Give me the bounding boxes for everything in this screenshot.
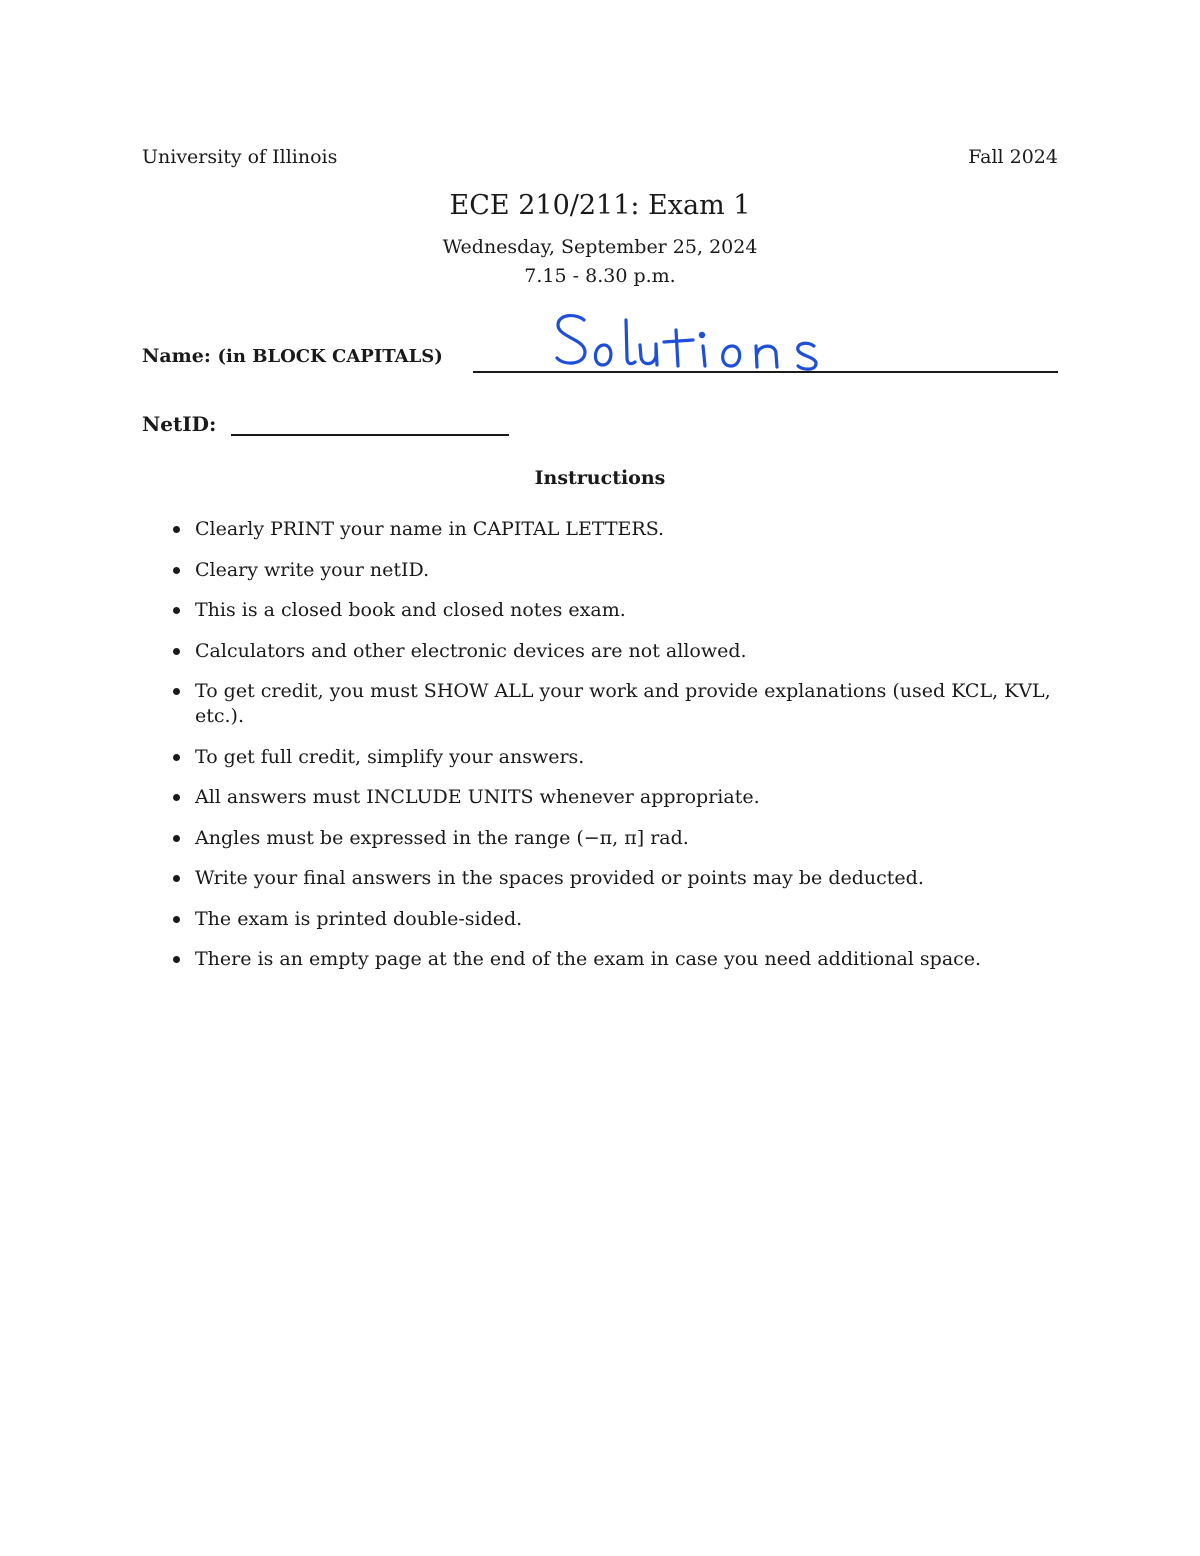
list-item — [172, 745, 1062, 770]
instructions-heading: Instructions — [534, 467, 666, 489]
bullet-icon — [173, 835, 180, 842]
list-item-text: The exam is printed double-sided. — [195, 907, 523, 930]
instructions-list — [172, 517, 1062, 988]
bullet-icon — [173, 648, 180, 655]
list-item-text: Calculators and other electronic devices are not allowed. — [195, 639, 747, 662]
institution-name: University of Illinois — [142, 146, 338, 168]
name-hint: (in BLOCK CAPITALS) — [217, 346, 443, 367]
bullet-icon — [173, 526, 180, 533]
handwriting-stroke-s — [557, 316, 585, 364]
list-item-text: There is an empty page at the end of the exam in case you need additional space. — [195, 948, 982, 970]
list-item — [172, 866, 1062, 891]
list-item-text: Cleary write your netID. — [195, 558, 430, 581]
handwritten-name — [552, 308, 832, 372]
bullet-icon — [173, 754, 180, 761]
list-item — [172, 558, 1062, 583]
handwriting-stroke-l — [626, 320, 635, 364]
netid-label: NetID: — [142, 412, 217, 436]
list-item-text: All answers must INCLUDE UNITS whenever appropriate. — [195, 786, 760, 808]
list-item-text: This is a closed book and closed notes exam. — [195, 599, 626, 621]
list-item — [172, 785, 1062, 810]
bullet-icon — [173, 607, 180, 614]
bullet-icon — [173, 875, 180, 882]
bullet-icon — [173, 794, 180, 801]
list-item — [172, 947, 1062, 972]
bullet-icon — [173, 956, 180, 963]
handwriting-stroke-o2 — [723, 346, 740, 366]
netid-underline[interactable] — [231, 434, 509, 436]
list-item — [172, 639, 1062, 664]
list-item-text: Angles must be expressed in the range (−π, π] rad. — [195, 826, 689, 849]
name-field-label — [142, 345, 443, 367]
handwriting-stroke-t-stem — [676, 330, 678, 366]
handwriting-i-dot — [700, 333, 703, 336]
handwriting-stroke-s2 — [798, 343, 816, 369]
handwriting-stroke-i — [703, 346, 705, 366]
term-label: Fall 2024 — [968, 146, 1058, 168]
bullet-icon — [173, 567, 180, 574]
name-label: Name: — [142, 345, 211, 367]
handwriting-stroke-t-bar — [664, 340, 693, 342]
exam-date: Wednesday, September 25, 2024 — [442, 236, 758, 258]
bullet-icon — [173, 688, 180, 695]
list-item — [172, 598, 1062, 623]
list-item — [172, 679, 1062, 729]
handwriting-stroke-u — [640, 344, 657, 365]
list-item-text: To get full credit, simplify your answers. — [195, 745, 585, 768]
list-item-text: Write your final answers in the spaces provided or points may be deducted. — [195, 867, 924, 889]
bullet-icon — [173, 916, 180, 923]
exam-title: ECE 210/211: Exam 1 — [449, 190, 751, 221]
handwriting-stroke-n — [756, 346, 777, 367]
list-item-text: To get credit, you must SHOW ALL your work and provide explanations (used KCL, KVL, etc.). — [195, 680, 1051, 727]
exam-time: 7.15 - 8.30 p.m. — [524, 265, 676, 287]
list-item — [172, 517, 1062, 542]
list-item — [172, 907, 1062, 932]
list-item — [172, 826, 1062, 851]
list-item-text: Clearly PRINT your name in CAPITAL LETTERS. — [195, 518, 665, 540]
handwriting-stroke-o1 — [595, 345, 610, 365]
